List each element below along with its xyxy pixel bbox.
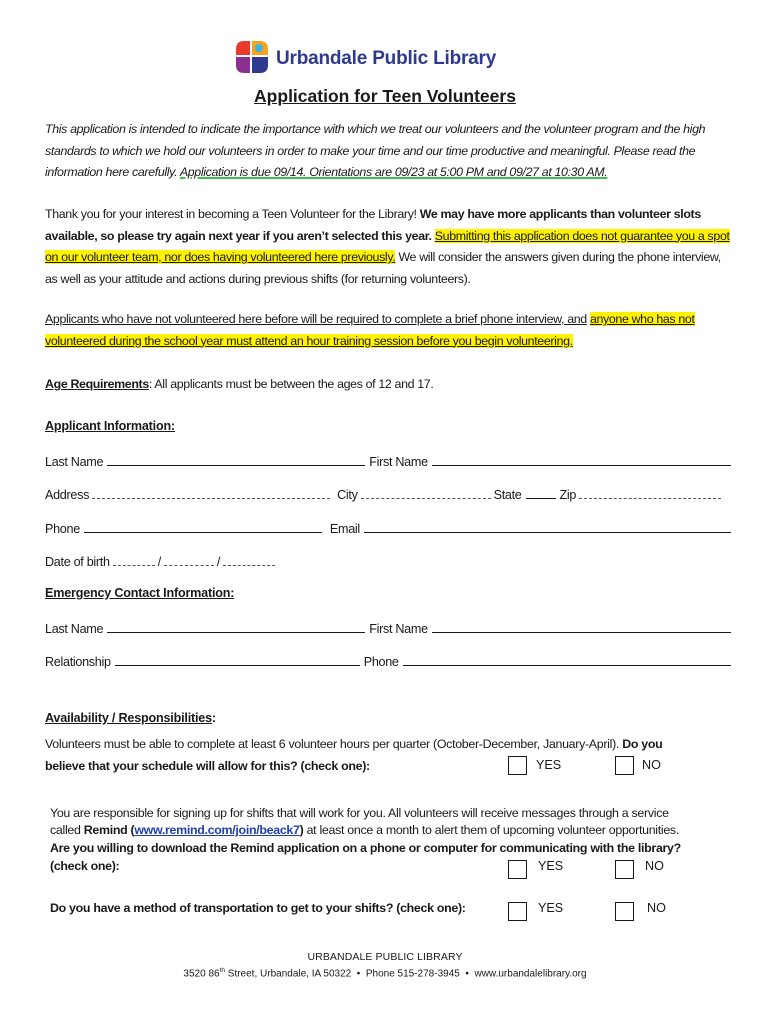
age-text: : All applicants must be between the ages of 12 and 17.: [148, 377, 434, 391]
availability-heading-text: Availability / Responsibilities: [45, 711, 212, 725]
phone-field[interactable]: [84, 532, 322, 533]
emergency-last-name-field[interactable]: [107, 632, 365, 633]
dob-separator: /: [157, 555, 161, 569]
state-label: State: [493, 488, 522, 502]
schedule-question-bold: Do you: [622, 737, 663, 751]
thanks-text: Thank you for your interest in becoming a Teen Volunteer for the Library!: [45, 207, 417, 221]
transportation-no-checkbox[interactable]: [615, 902, 634, 921]
applicant-contact-row: [45, 516, 735, 536]
dob-year-field[interactable]: [223, 565, 275, 566]
remind-no-checkbox[interactable]: [615, 860, 634, 879]
applicant-name-row: [45, 449, 735, 469]
address-label: Address: [45, 488, 90, 502]
dob-month-field[interactable]: [113, 565, 155, 566]
applicant-dob-row: [45, 549, 735, 569]
footer-address-a: 3520 86: [183, 968, 220, 980]
transportation-question: Do you have a method of transportation to get to your shifts? (check one):: [50, 901, 466, 915]
schedule-yes-checkbox[interactable]: [508, 756, 527, 775]
relationship-field[interactable]: [115, 665, 360, 666]
footer-library-name: URBANDALE PUBLIC LIBRARY: [307, 951, 463, 963]
remind-called-text: called: [50, 823, 81, 837]
availability-heading: [45, 711, 216, 725]
footer-bullet: •: [356, 968, 361, 980]
schedule-question: [45, 737, 745, 751]
footer-phone: Phone 515-278-3945: [365, 968, 460, 980]
footer-address-b: Street, Urbandale, IA 50322: [225, 968, 352, 980]
transportation-yes-checkbox[interactable]: [508, 902, 527, 921]
schedule-no-label: NO: [642, 758, 661, 772]
city-label: City: [337, 488, 358, 502]
footer-contact: [0, 967, 770, 979]
remind-label: Remind (: [83, 823, 135, 837]
phone-label: Phone: [45, 522, 80, 536]
remind-link[interactable]: www.remind.com/join/beack7: [134, 823, 300, 837]
emergency-heading: Emergency Contact Information:: [45, 586, 235, 600]
newcomers-text: Applicants who have not volunteered here before will be required to complete a brief phone interview, and: [45, 312, 587, 326]
email-field[interactable]: [364, 532, 731, 533]
applicant-heading: Applicant Information:: [45, 419, 175, 433]
email-label: Email: [329, 522, 360, 536]
thanks-bold-text: We may have more applicants than volunteer slots available, so please try again next year if you aren’t selected this year.: [45, 207, 701, 243]
first-name-label: First Name: [369, 455, 428, 469]
emergency-last-name-label: Last Name: [45, 622, 104, 636]
dob-label: Date of birth: [45, 555, 110, 569]
city-field[interactable]: [361, 498, 491, 499]
remind-question: Are you willing to download the Remind application on a phone or computer for communicating with the library?: [50, 841, 681, 855]
age-label: Age Requirements: [45, 377, 149, 391]
remind-question-line2: (check one):: [50, 859, 120, 873]
library-name: Urbandale Public Library: [276, 48, 497, 69]
emergency-first-name-field[interactable]: [432, 632, 731, 633]
zip-label: Zip: [559, 488, 577, 502]
footer-website: www.urbandalelibrary.org: [474, 968, 587, 980]
library-logo-icon: [234, 39, 272, 75]
schedule-question-text: Volunteers must be able to complete at least 6 volunteer hours per quarter (October-December, January-April).: [45, 737, 620, 751]
dob-separator: /: [216, 555, 221, 569]
footer-bullet: •: [465, 968, 469, 980]
intro-paragraph: [45, 119, 735, 184]
intro-text: This application is intended to indicate the importance with which we treat our volunteers and the volunteer program and the high standards to which we hold our volunteers in order to make your time and our time productive and meaningful. Please read the information here carefully.: [45, 122, 706, 179]
emergency-first-name-label: First Name: [369, 622, 428, 636]
page-title: Application for Teen Volunteers: [254, 86, 516, 106]
availability-heading-colon: :: [211, 711, 216, 725]
last-name-label: Last Name: [45, 455, 104, 469]
schedule-no-checkbox[interactable]: [615, 756, 634, 775]
thanks-highlight-text: Submitting this application does not guarantee you a spot on our volunteer team, nor does having volunteered here previously.: [45, 228, 730, 264]
footer-address-sup: th: [219, 967, 225, 974]
remind-text-line1: You are responsible for signing up for shifts that will work for you. All volunteers will receive messages through a service: [50, 806, 669, 820]
remind-end-text: at least once a month to alert them of upcoming volunteer opportunities.: [303, 823, 679, 837]
thanks-end-text: We will consider the answers given during the phone interview, as well as your attitude and actions during previous shifts (for returning volunteers).: [45, 250, 721, 286]
emergency-relationship-row: [45, 649, 735, 669]
dob-day-field[interactable]: [164, 565, 214, 566]
remind-close: ): [299, 823, 304, 837]
state-field[interactable]: [526, 498, 556, 499]
transportation-no-label: NO: [647, 901, 666, 915]
due-date-text: Application is due 09/14. Orientations are 09/23 at 5:00 PM and 09/27 at 10:30 AM.: [179, 165, 608, 179]
remind-yes-checkbox[interactable]: [508, 860, 527, 879]
newcomers-paragraph: [45, 309, 735, 352]
relationship-label: Relationship: [45, 655, 111, 669]
emergency-phone-field[interactable]: [403, 665, 731, 666]
newcomers-highlight-text: anyone who has not volunteered during the school year must attend an hour training session before you begin volunteering.: [45, 312, 695, 348]
emergency-name-row: [45, 616, 735, 636]
transportation-yes-label: YES: [538, 901, 564, 915]
thanks-paragraph: [45, 204, 735, 290]
remind-text-line2: [50, 823, 750, 837]
zip-field[interactable]: [579, 498, 721, 499]
age-requirements: [45, 374, 735, 396]
applicant-address-row: [45, 482, 735, 502]
first-name-field[interactable]: [432, 465, 731, 466]
address-field[interactable]: [92, 498, 330, 499]
last-name-field[interactable]: [107, 465, 365, 466]
schedule-question-line2: believe that your schedule will allow for this? (check one):: [45, 759, 370, 773]
schedule-yes-label: YES: [536, 758, 562, 772]
emergency-phone-label: Phone: [363, 655, 399, 669]
remind-yes-label: YES: [538, 859, 564, 873]
remind-no-label: NO: [645, 859, 664, 873]
